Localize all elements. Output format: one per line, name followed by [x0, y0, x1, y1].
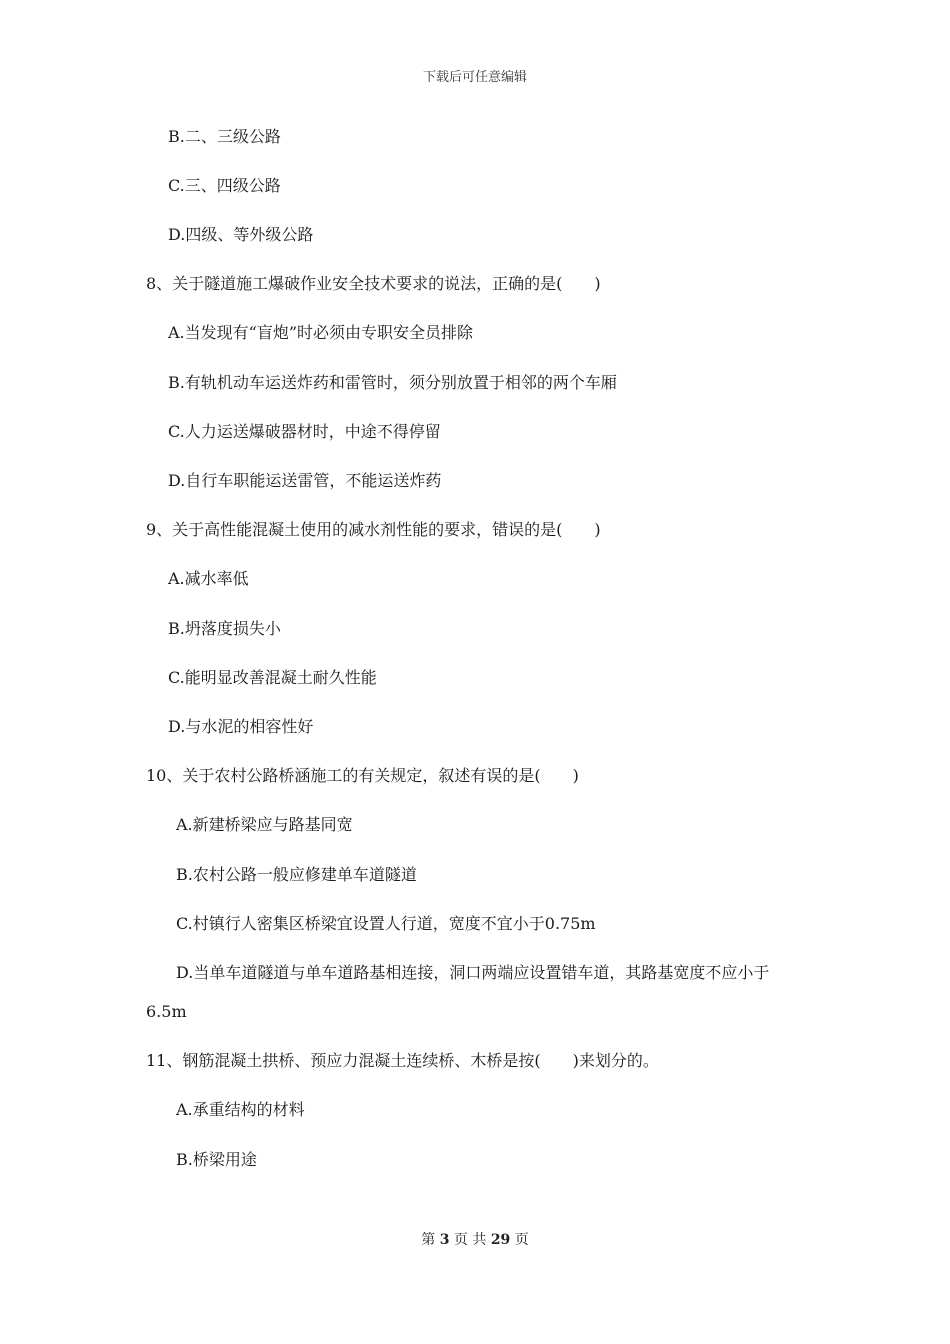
- option-text: A.新建桥梁应与路基同宽: [176, 815, 353, 834]
- total-pages-number: 29: [490, 1232, 511, 1248]
- option-text: D.与水泥的相容性好: [168, 717, 314, 736]
- option-text: A.当发现有“盲炮”时必须由专职安全员排除: [168, 323, 474, 342]
- current-page-number: 3: [439, 1232, 450, 1248]
- option-text-continued: 6.5m: [146, 1002, 187, 1021]
- question-text: 10、关于农村公路桥涵施工的有关规定，叙述有误的是( ): [146, 766, 579, 785]
- option-text: B.有轨机动车运送炸药和雷管时，须分别放置于相邻的两个车厢: [168, 373, 617, 392]
- footer-mid: 页 共: [453, 1232, 487, 1248]
- option-text: C.三、四级公路: [168, 176, 281, 195]
- option-text: B.农村公路一般应修建单车道隧道: [176, 865, 417, 884]
- option-text: D.当单车道隧道与单车道路基相连接，洞口两端应设置错车道，其路基宽度不应小于: [176, 963, 770, 982]
- option-text: D.自行车职能运送雷管，不能运送炸药: [168, 471, 442, 490]
- footer-suffix: 页: [514, 1232, 529, 1248]
- page-header: 下载后可任意编辑: [422, 70, 527, 85]
- question-text: 11、钢筋混凝土拱桥、预应力混凝土连续桥、木桥是按( )来划分的。: [146, 1051, 659, 1070]
- footer-prefix: 第: [421, 1232, 436, 1248]
- option-text: D.四级、等外级公路: [168, 225, 314, 244]
- page-footer: [0, 1229, 950, 1249]
- option-text: B.二、三级公路: [168, 127, 281, 146]
- option-text: B.桥梁用途: [176, 1150, 257, 1169]
- option-text: C.能明显改善混凝土耐久性能: [168, 668, 377, 687]
- option-text: A.减水率低: [168, 569, 249, 588]
- option-text: C.村镇行人密集区桥梁宜设置人行道，宽度不宜小于0.75m: [176, 914, 596, 933]
- option-text: B.坍落度损失小: [168, 619, 281, 638]
- option-text: A.承重结构的材料: [176, 1100, 305, 1119]
- question-text: 8、关于隧道施工爆破作业安全技术要求的说法，正确的是( ): [146, 274, 601, 293]
- option-text: C.人力运送爆破器材时，中途不得停留: [168, 422, 441, 441]
- question-text: 9、关于高性能混凝土使用的减水剂性能的要求，错误的是( ): [146, 520, 601, 539]
